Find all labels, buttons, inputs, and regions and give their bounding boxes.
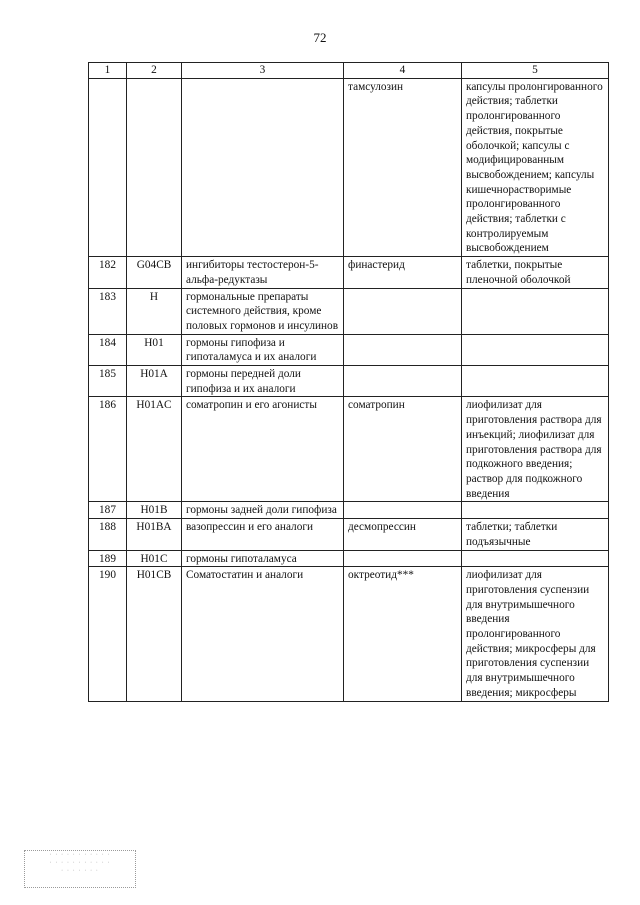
anatomical-group: Соматостатин и аналоги [182, 567, 344, 701]
table-row [89, 288, 609, 334]
anatomical-group [182, 78, 344, 256]
dosage-form [462, 334, 609, 365]
row-number: 183 [89, 288, 127, 334]
dosage-form [462, 502, 609, 519]
atc-code: H01CB [127, 567, 182, 701]
atc-code: H01 [127, 334, 182, 365]
row-number: 185 [89, 366, 127, 397]
table-row [89, 550, 609, 567]
dosage-form: лиофилизат для приготовления суспензии для внутримышечного введения пролонгированного действия; микросферы для приготовления суспензии для внутримышечного введения; микросферы [462, 567, 609, 701]
column-header: 5 [462, 63, 609, 79]
dosage-form: таблетки; таблетки подъязычные [462, 519, 609, 550]
row-number: 189 [89, 550, 127, 567]
row-number: 186 [89, 397, 127, 502]
atc-code: H01C [127, 550, 182, 567]
anatomical-group: гормоны задней доли гипофиза [182, 502, 344, 519]
atc-code [127, 78, 182, 256]
atc-code: H01A [127, 366, 182, 397]
drug-name [344, 550, 462, 567]
row-number: 187 [89, 502, 127, 519]
table-row [89, 78, 609, 256]
anatomical-group: гормоны передней доли гипофиза и их аналоги [182, 366, 344, 397]
table-row [89, 567, 609, 701]
dosage-form [462, 288, 609, 334]
column-header: 2 [127, 63, 182, 79]
table-row [89, 519, 609, 550]
row-number: 182 [89, 257, 127, 288]
dosage-form [462, 550, 609, 567]
row-number [89, 78, 127, 256]
anatomical-group: гормоны гипоталамуса [182, 550, 344, 567]
drug-name [344, 366, 462, 397]
atc-code: H01BA [127, 519, 182, 550]
page-number: 72 [313, 30, 327, 45]
faded-stamp-image: · · · · · · · · · · · · · · · · · · · · · · · · · · · · · [24, 850, 136, 888]
table-row [89, 502, 609, 519]
drug-name [344, 288, 462, 334]
drug-name: десмопрессин [344, 519, 462, 550]
dosage-form: таблетки, покрытые пленочной оболочкой [462, 257, 609, 288]
anatomical-group: соматропин и его агонисты [182, 397, 344, 502]
row-number: 190 [89, 567, 127, 701]
table-header-row [89, 63, 609, 79]
drug-name [344, 502, 462, 519]
column-header: 4 [344, 63, 462, 79]
drug-name: соматропин [344, 397, 462, 502]
table-row [89, 257, 609, 288]
drug-name [344, 334, 462, 365]
drug-name: финастерид [344, 257, 462, 288]
table-row [89, 366, 609, 397]
atc-code: H01B [127, 502, 182, 519]
dosage-form: лиофилизат для приготовления раствора для инъекций; лиофилизат для приготовления раствора для подкожного введения; раствор для подкожного введения [462, 397, 609, 502]
atc-code: H [127, 288, 182, 334]
row-number: 188 [89, 519, 127, 550]
column-header: 1 [89, 63, 127, 79]
atc-code: G04CB [127, 257, 182, 288]
dosage-form [462, 366, 609, 397]
table-row [89, 334, 609, 365]
atc-code: H01AC [127, 397, 182, 502]
anatomical-group: гормоны гипофиза и гипоталамуса и их аналоги [182, 334, 344, 365]
anatomical-group: гормональные препараты системного действия, кроме половых гормонов и инсулинов [182, 288, 344, 334]
drug-name: тамсулозин [344, 78, 462, 256]
drug-name: октреотид*** [344, 567, 462, 701]
anatomical-group: вазопрессин и его аналоги [182, 519, 344, 550]
medication-table [88, 62, 609, 702]
column-header: 3 [182, 63, 344, 79]
table-row [89, 397, 609, 502]
anatomical-group: ингибиторы тестостерон-5-альфа-редуктазы [182, 257, 344, 288]
dosage-form: капсулы пролонгированного действия; таблетки пролонгированного действия, покрытые оболочкой; капсулы с модифицированным высвобождением; капсулы кишечнорастворимые пролонгированного действия; таблетки с контролируемым высвобождением [462, 78, 609, 256]
row-number: 184 [89, 334, 127, 365]
